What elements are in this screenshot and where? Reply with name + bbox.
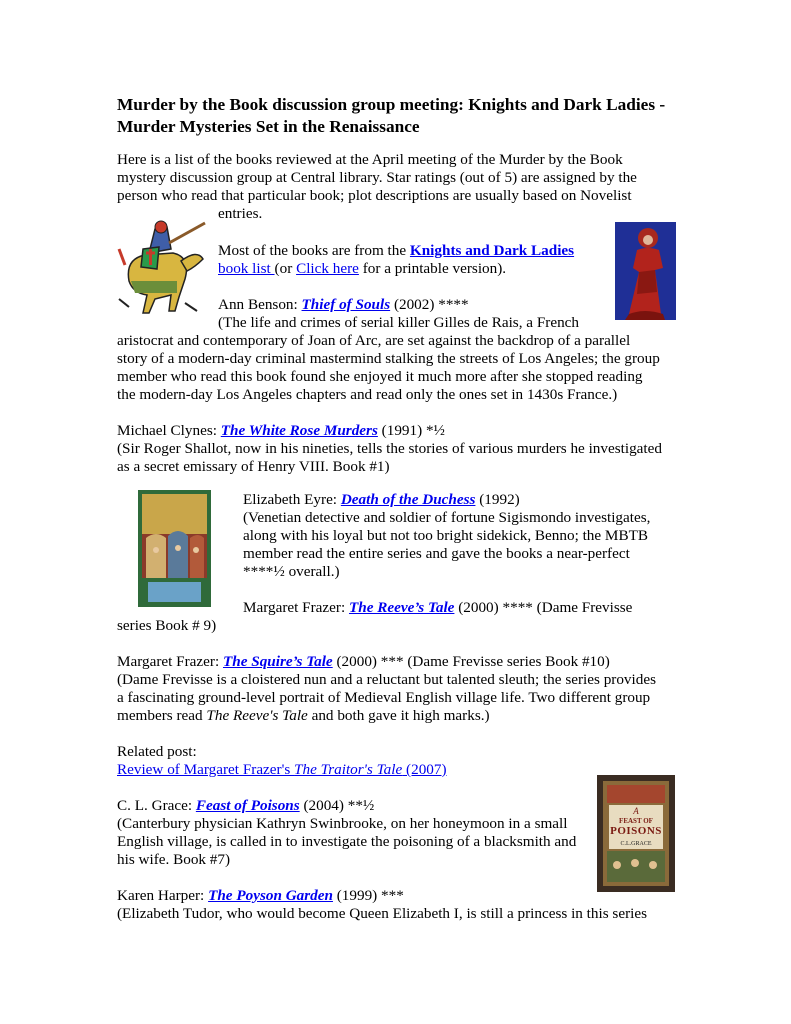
grace-desc-1: (Canterbury physician Kathryn Swinbrooke, on her honeymoon in a small [117, 815, 568, 832]
squire-desc-2: a fascinating ground-level portrait of Medieval English village life. Two different group [117, 689, 651, 706]
benson-desc-1: (The life and crimes of serial killer Gilles de Rais, a French [218, 314, 579, 331]
clynes-desc-2: as a secret emissary of Henry VIII. Book #1) [117, 458, 390, 475]
white-rose-murders-link[interactable]: The White Rose Murders [220, 422, 378, 439]
feast-of-poisons-cover [597, 775, 675, 892]
knight-illustration [115, 219, 207, 318]
related-post-line [117, 761, 447, 779]
eyre-desc-1: (Venetian detective and soldier of fortune Sigismondo investigates, [243, 509, 651, 526]
eyre-desc-4: ****½ overall.) [243, 563, 340, 580]
benson-desc-2: aristocrat and contemporary of Joan of Arc, are set against the backdrop of a parallel [117, 332, 631, 349]
grace-desc-3: his wife. Book #7) [117, 851, 231, 868]
grace-entry-title: C. L. Grace: Feast of Poisons (2004) **½ [117, 797, 375, 814]
intro-line-4: entries. [218, 205, 263, 222]
title-line-2: Murder Mysteries Set in the Renaissance [117, 117, 420, 136]
feast-cover-title: A FEAST OF POISONS C.L.GRACE [610, 806, 662, 847]
squire-entry-title: Margaret Frazer: The Squire’s Tale (2000) *** (Dame Frevisse series Book #10) [117, 653, 610, 670]
death-of-duchess-cover [138, 490, 211, 607]
reeve-entry-title: Margaret Frazer: The Reeve’s Tale (2000) **** (Dame Frevisse [243, 599, 633, 616]
reeve-desc-2: series Book # 9) [117, 617, 217, 634]
dark-lady-illustration [615, 222, 676, 320]
harper-desc-1: (Elizabeth Tudor, who would become Queen Elizabeth I, is still a princess in this series [117, 905, 648, 922]
eyre-entry-title: Elizabeth Eyre: Death of the Duchess (1992) [243, 491, 520, 508]
squires-tale-link[interactable]: The Squire’s Tale [222, 653, 333, 670]
squire-desc-1: (Dame Frevisse is a cloistered nun and a reluctant but talented sleuth; the series provides [117, 671, 656, 688]
reeves-tale-link[interactable]: The Reeve’s Tale [348, 599, 455, 616]
booklist-line-1: Most of the books are from the Knights and Dark Ladies [218, 242, 575, 259]
knights-dark-ladies-link[interactable]: Knights and Dark Ladies [409, 242, 575, 259]
intro-line-1: Here is a list of the books reviewed at the April meeting of the Murder by the Book [117, 151, 623, 168]
grace-desc-2: English village, is called in to investigate the poisoning of a blacksmith and [117, 833, 577, 850]
intro-line-3: person who read that particular book; plot descriptions are usually based on Novelist [117, 187, 632, 204]
printable-version-link[interactable]: Click here [296, 260, 359, 277]
book-list-link[interactable]: book list [218, 260, 275, 277]
title-line-1: Murder by the Book discussion group meeting: Knights and Dark Ladies - [117, 95, 666, 114]
clynes-entry-title: Michael Clynes: The White Rose Murders (1991) *½ [117, 422, 445, 439]
clynes-desc-1: (Sir Roger Shallot, now in his nineties, tells the stories of various murders he investigated [117, 440, 662, 457]
benson-desc-4: member who read this book found she enjoyed it much more after she stopped reading [117, 368, 643, 385]
benson-desc-3: story of a modern-day criminal mastermind stalking the streets of Los Angeles; the group [117, 350, 660, 367]
poyson-garden-link[interactable]: The Poyson Garden [208, 887, 333, 904]
eyre-desc-3: member read the entire series and gave the books a near-perfect [243, 545, 630, 562]
intro-line-2: mystery discussion group at Central library. Star ratings (out of 5) are assigned by the [117, 169, 637, 186]
eyre-desc-2: along with his loyal but not too bright sidekick, Benno; the MBTB [243, 527, 648, 544]
booklist-line-2: book list (or Click here for a printable version). [218, 260, 507, 277]
thief-of-souls-link[interactable]: Thief of Souls [301, 296, 391, 313]
benson-entry-title: Ann Benson: Thief of Souls (2002) **** [218, 296, 469, 313]
feast-of-poisons-link[interactable]: Feast of Poisons [195, 797, 300, 814]
harper-entry-title: Karen Harper: The Poyson Garden (1999) *** [117, 887, 404, 904]
traitors-tale-review-link[interactable]: Review of Margaret Frazer's The Traitor's Tale (2007) [117, 761, 447, 778]
benson-desc-5: the modern-day Los Angeles chapters and read only the ones set in 1430s France.) [117, 386, 618, 403]
page-title [117, 94, 665, 138]
squire-desc-3: members read The Reeve's Tale and both gave it high marks.) [117, 707, 490, 724]
death-of-duchess-link[interactable]: Death of the Duchess [340, 491, 476, 508]
related-post-label: Related post: [117, 743, 197, 760]
